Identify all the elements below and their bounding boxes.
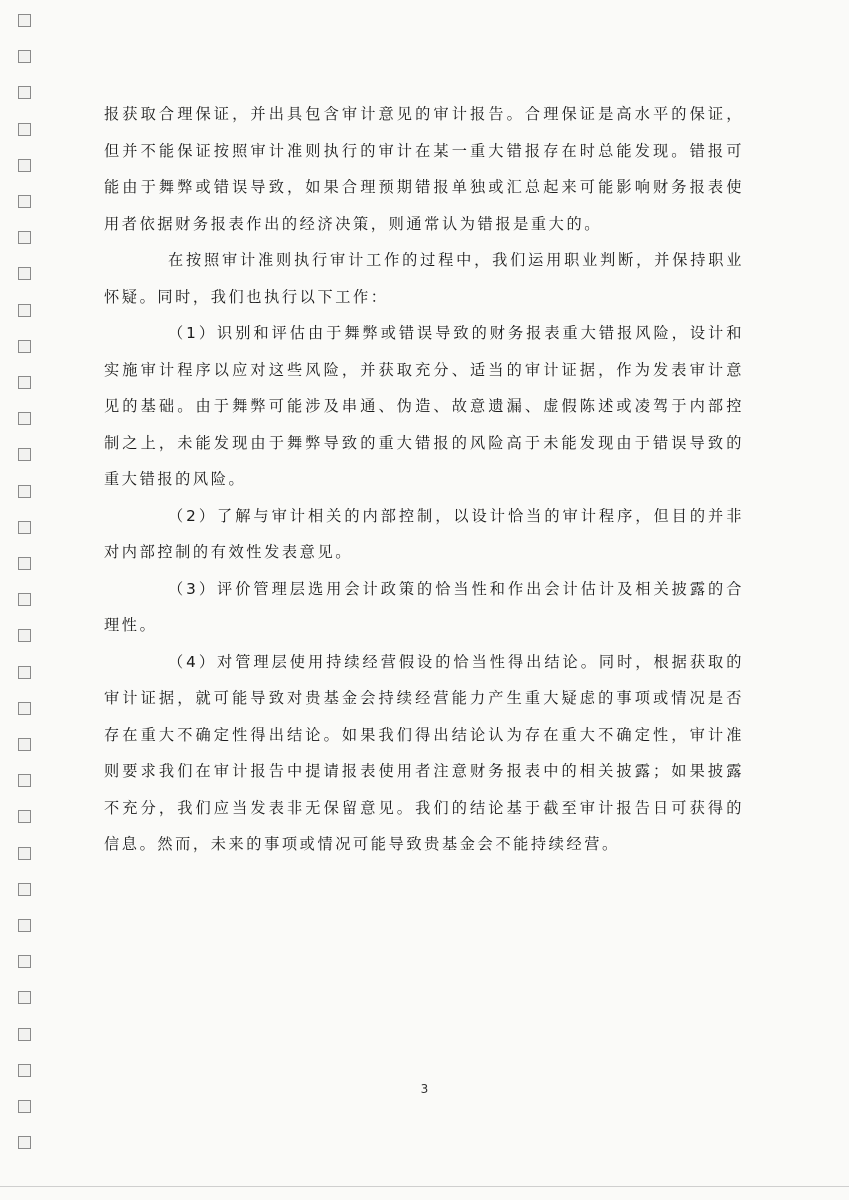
binding-hole <box>18 340 31 353</box>
binding-hole <box>18 774 31 787</box>
binding-hole <box>18 50 31 63</box>
paragraph-1: 报获取合理保证，并出具包含审计意见的审计报告。合理保证是高水平的保证，但并不能保证按照审计准则执行的审计在某一重大错报存在时总能发现。错报可能由于舞弊或错误导致，如果合理预期错报单独或汇总起来可能影响财务报表使用者依据财务报表作出的经济决策，则通常认为错报是重大的。 <box>104 105 744 233</box>
paragraph-2: 在按照审计准则执行审计工作的过程中，我们运用职业判断，并保持职业怀疑。同时，我们也执行以下工作： <box>104 251 744 306</box>
binding-hole <box>18 412 31 425</box>
page-number: 3 <box>420 1082 429 1096</box>
binding-hole <box>18 195 31 208</box>
binding-hole <box>18 919 31 932</box>
binding-hole <box>18 304 31 317</box>
paragraph-6: （4）对管理层使用持续经营假设的恰当性得出结论。同时，根据获取的审计证据，就可能导致对贵基金会持续经营能力产生重大疑虑的事项或情况是否存在重大不确定性得出结论。如果我们得出结论认为存在重大不确定性，审计准则要求我们在审计报告中提请报表使用者注意财务报表中的相关披露；如果披露不充分，我们应当发表非无保留意见。我们的结论基于截至审计报告日可获得的信息。然而，未来的事项或情况可能导致贵基金会不能持续经营。 <box>104 652 744 853</box>
binding-hole <box>18 629 31 642</box>
binding-hole <box>18 810 31 823</box>
binding-hole <box>18 14 31 27</box>
binding-hole <box>18 123 31 136</box>
binding-hole <box>18 1100 31 1113</box>
binding-hole <box>18 955 31 968</box>
binding-hole <box>18 1028 31 1041</box>
binding-hole <box>18 847 31 860</box>
binding-hole <box>18 883 31 896</box>
bottom-rule <box>0 1186 849 1187</box>
binding-hole <box>18 521 31 534</box>
binding-hole <box>18 557 31 570</box>
binding-hole <box>18 1136 31 1149</box>
page-body <box>104 96 744 863</box>
paragraph-3: （1）识别和评估由于舞弊或错误导致的财务报表重大错报风险，设计和实施审计程序以应对这些风险，并获取充分、适当的审计证据，作为发表审计意见的基础。由于舞弊可能涉及串通、伪造、故意遗漏、虚假陈述或凌驾于内部控制之上，未能发现由于舞弊导致的重大错报的风险高于未能发现由于错误导致的重大错报的风险。 <box>104 324 744 488</box>
binding-hole <box>18 1064 31 1077</box>
binding-hole <box>18 485 31 498</box>
binding-hole <box>18 376 31 389</box>
binding-hole <box>18 159 31 172</box>
binding-hole <box>18 702 31 715</box>
binding-hole <box>18 267 31 280</box>
paragraph-5: （3）评价管理层选用会计政策的恰当性和作出会计估计及相关披露的合理性。 <box>104 579 744 634</box>
binding-hole <box>18 448 31 461</box>
binding-hole <box>18 86 31 99</box>
paragraph-4: （2）了解与审计相关的内部控制，以设计恰当的审计程序，但目的并非对内部控制的有效性发表意见。 <box>104 506 744 561</box>
binding-hole <box>18 593 31 606</box>
binding-holes <box>18 12 34 1172</box>
binding-hole <box>18 231 31 244</box>
binding-hole <box>18 666 31 679</box>
binding-hole <box>18 738 31 751</box>
binding-hole <box>18 991 31 1004</box>
